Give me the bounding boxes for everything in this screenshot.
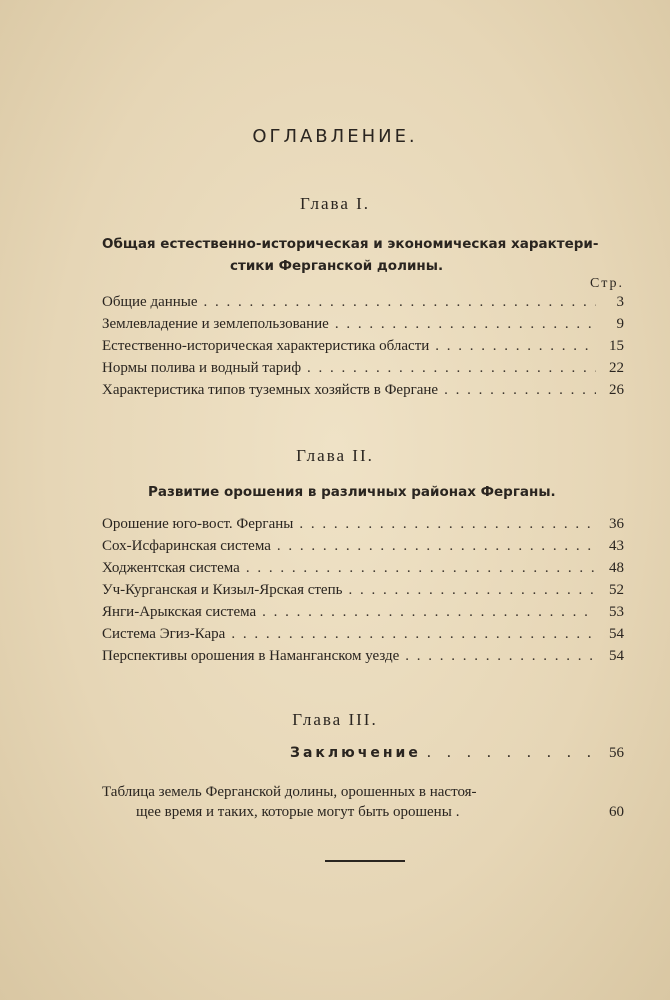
leader-dots (435, 338, 596, 355)
chapter-1-subtitle-line-1: Общая естественно-историческая и экономическая характери- (102, 236, 599, 252)
toc-entry-title: Перспективы орошения в Наманганском уезде (102, 648, 400, 664)
toc-entry-page: 53 (609, 604, 624, 620)
leader-dots (277, 538, 596, 555)
toc-entry-page: 22 (609, 360, 624, 376)
toc-entry-page: 36 (609, 516, 624, 532)
toc-entry-title: Естественно-историческая характеристика области (102, 338, 430, 354)
toc-entry-page: 9 (616, 316, 624, 332)
toc-entry-title: Нормы полива и водный тариф (102, 360, 302, 376)
toc-entry-title: Уч-Курганская и Кизыл-Ярская степь (102, 582, 343, 598)
toc-entry-page: 52 (609, 582, 624, 598)
toc-entry-page: 48 (609, 560, 624, 576)
toc-entry (102, 382, 624, 404)
toc-entry-table-line-1: Таблица земель Ферганской долины, орошенных в настоя- (102, 784, 477, 800)
toc-entry (102, 360, 624, 382)
toc-entry-title: Общие данные (102, 294, 198, 310)
leader-dots (348, 582, 596, 599)
toc-entry-title: Землевладение и землепользование (102, 316, 329, 332)
toc-entry-table-line-2 (136, 804, 624, 821)
toc-entry (102, 294, 624, 316)
leader-dots (204, 294, 596, 311)
leader-dots (299, 516, 596, 533)
toc-entry-page: 3 (616, 294, 624, 310)
leader-dots (444, 382, 596, 399)
page-title: ОГЛАВЛЕНИЕ. (252, 126, 418, 147)
toc-entry-page: 54 (609, 648, 624, 664)
toc-entry (102, 560, 624, 582)
toc-entry (102, 316, 624, 338)
toc-entry-page: 15 (609, 338, 624, 354)
toc-entry-page: 56 (609, 745, 624, 761)
leader-dots (456, 804, 605, 821)
toc-entry-title: Заключение (290, 745, 421, 761)
toc-entry-title: Ходжентская система (102, 560, 240, 576)
leader-dots (335, 316, 596, 333)
toc-entry (102, 604, 624, 626)
chapter-2-heading: Глава II. (296, 446, 374, 465)
leader-dots (307, 360, 596, 377)
toc-entry (102, 582, 624, 604)
closing-rule (325, 860, 405, 862)
toc-entry (102, 538, 624, 560)
toc-entry-title: Янги-Арыкская система (102, 604, 257, 620)
toc-entry-title: щее время и таких, которые могут быть орошены (136, 804, 452, 820)
toc-entry-page: 26 (609, 382, 624, 398)
toc-entry-title: Сох-Исфаринская система (102, 538, 271, 554)
chapter-2-subtitle: Развитие орошения в различных районах Ферганы. (148, 484, 556, 500)
toc-entry-page: 43 (609, 538, 624, 554)
chapter-3-heading: Глава III. (292, 710, 378, 729)
toc-entry-title: Характеристика типов туземных хозяйств в Фергане (102, 382, 439, 398)
leader-dots (405, 648, 596, 665)
toc-entry (102, 516, 624, 538)
toc-entry-title: Система Эгиз-Кара (102, 626, 226, 642)
leader-dots (262, 604, 596, 621)
page-column-label: Стр. (590, 276, 624, 291)
toc-entry (102, 338, 624, 360)
toc-entry (102, 626, 624, 648)
toc-entry-conclusion (102, 744, 624, 766)
leader-dots (427, 744, 603, 762)
leader-dots (231, 626, 596, 643)
chapter-1-subtitle-line-2: стики Ферганской долины. (230, 258, 444, 274)
toc-entry (102, 648, 624, 670)
leader-dots (246, 560, 596, 577)
chapter-1-heading: Глава I. (299, 194, 371, 213)
toc-entry-page: 54 (609, 626, 624, 642)
toc-entry-page: 60 (609, 804, 624, 820)
toc-entry-title: Орошение юго-вост. Ферганы (102, 516, 294, 532)
